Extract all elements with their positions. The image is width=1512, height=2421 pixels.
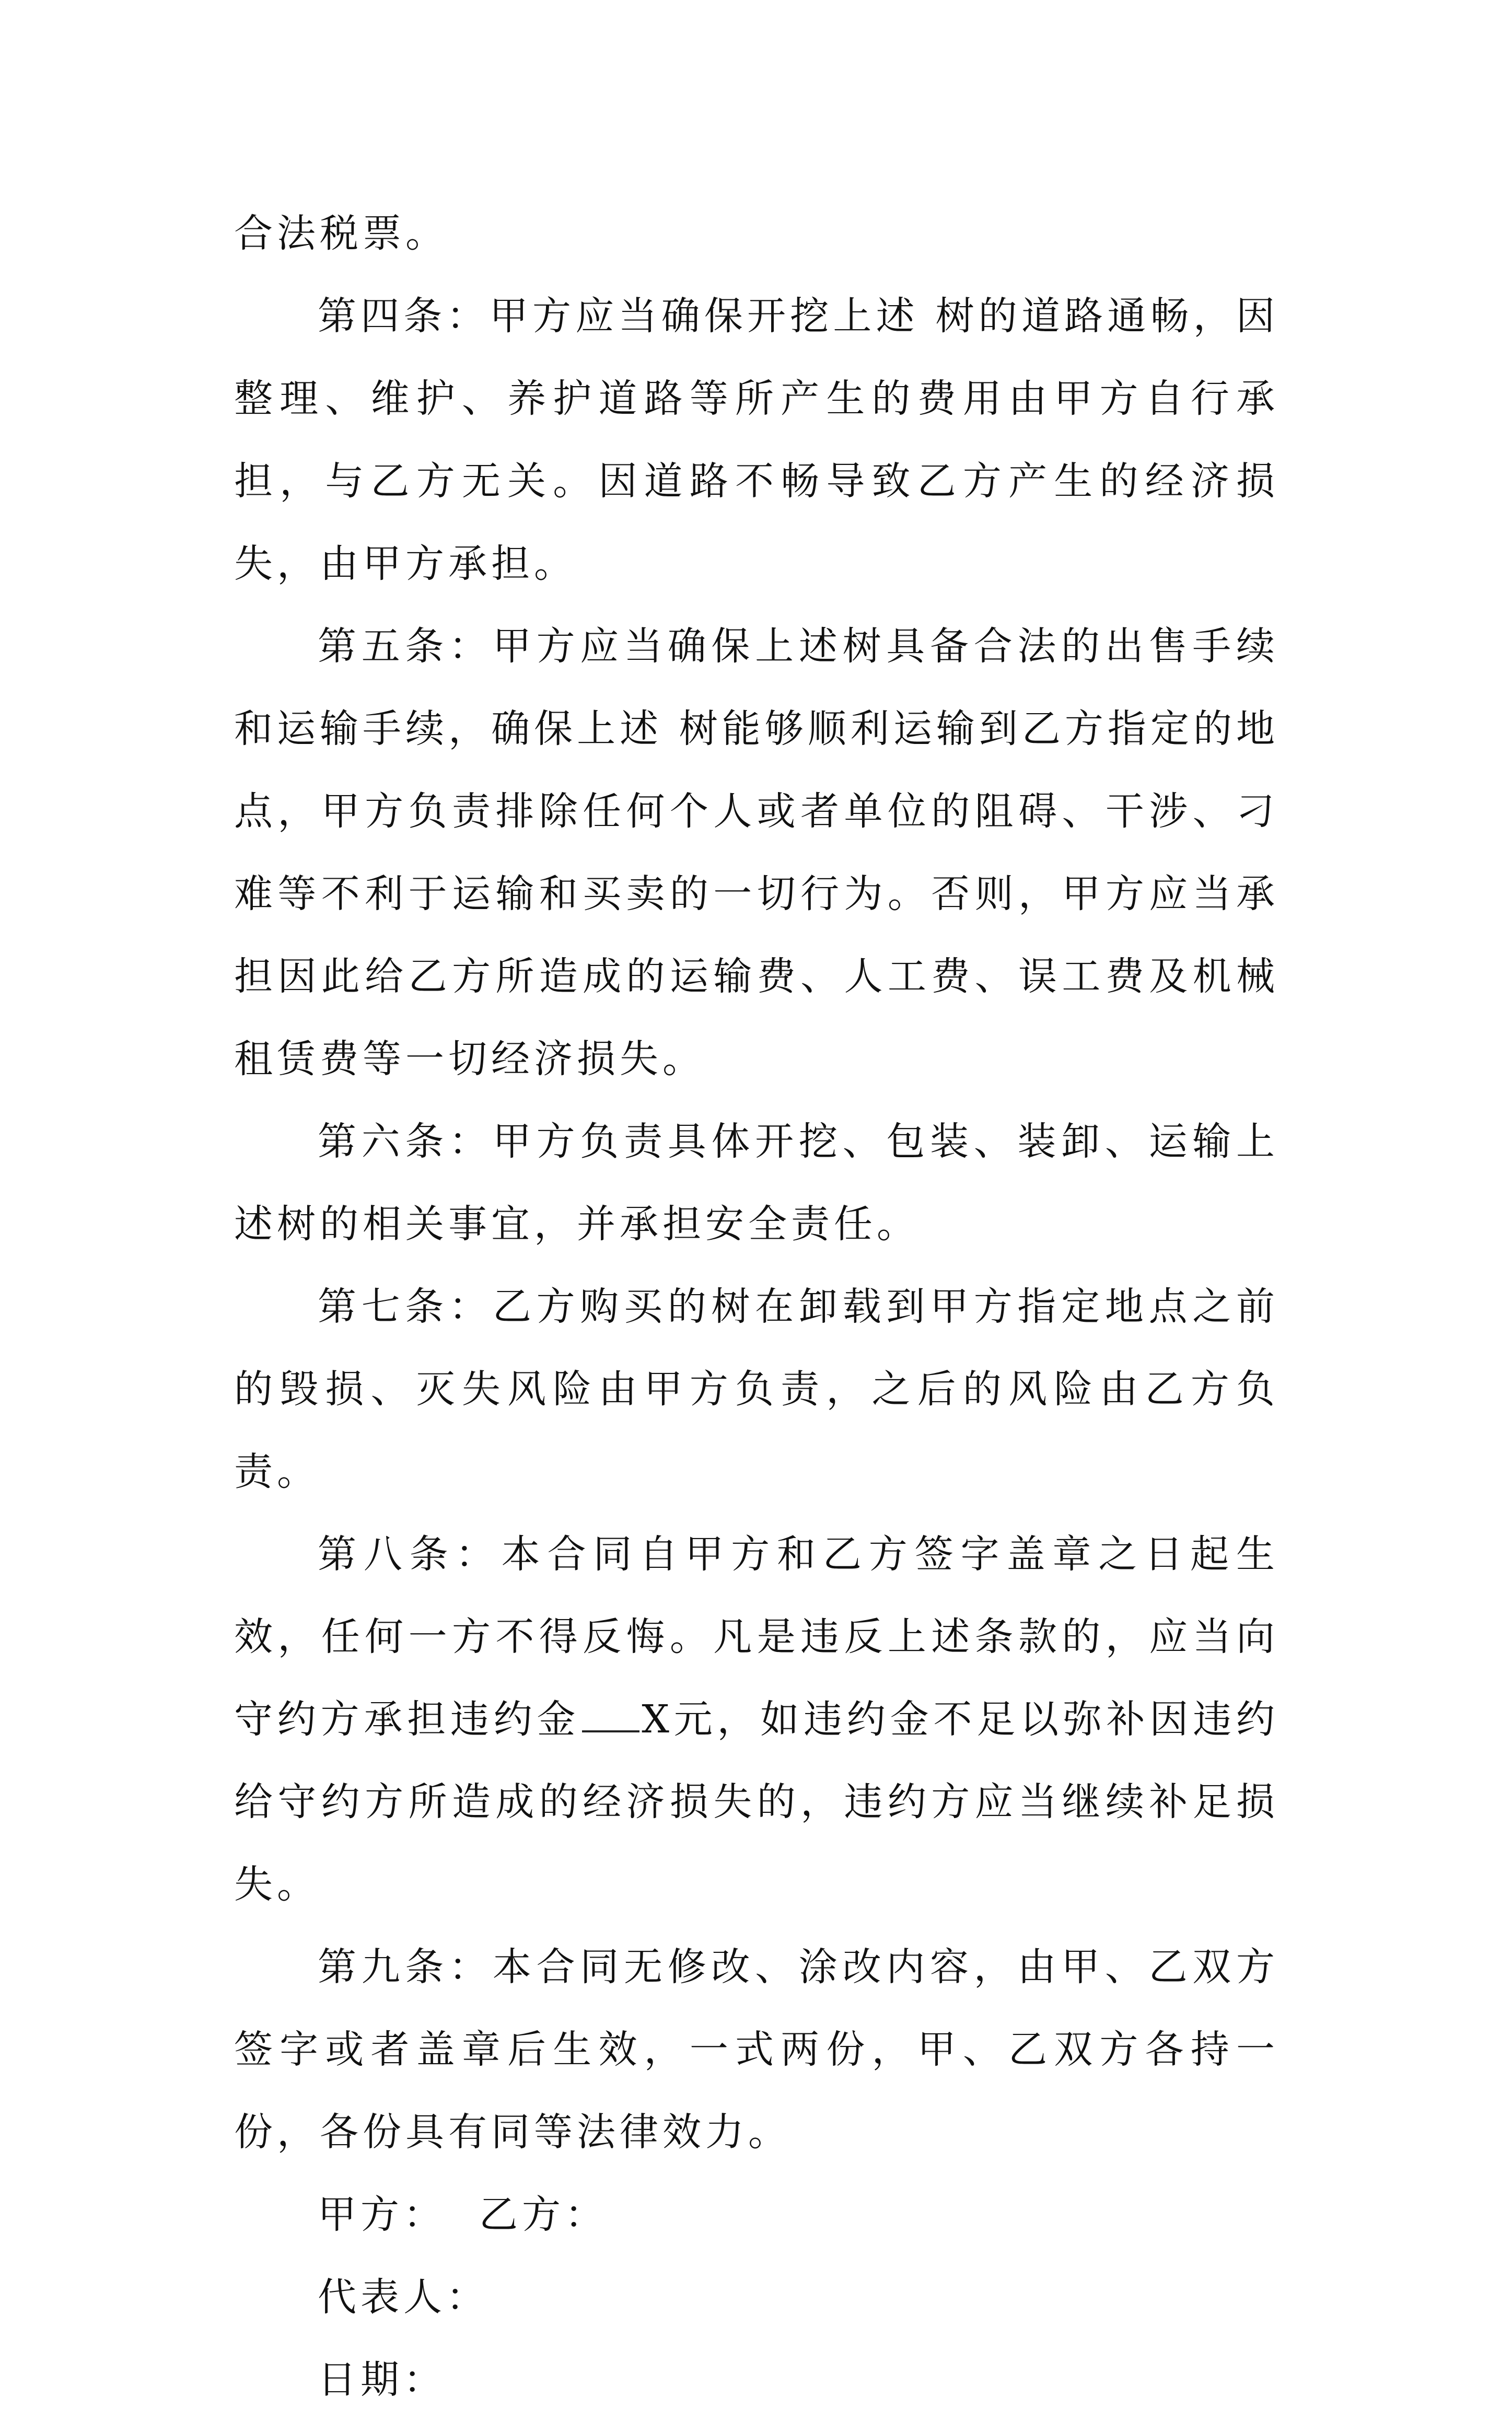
article-8-after-blank: 元，如违约金不足以弥补因违约给守约方所造成的经济损失的，违约方应当继续补足损失。 — [234, 1697, 1279, 1907]
article-6: 第六条：甲方负责具体开挖、包装、装卸、运输上述树的相关事宜，并承担安全责任。 — [234, 1119, 1279, 1247]
date-label: 日期： — [318, 2357, 446, 2402]
date-line — [234, 2338, 1279, 2421]
article-5: 第五条：甲方应当确保上述树具备合法的出售手续和运输手续，确保上述 树能够顺利运输到乙方指定的地点，甲方负责排除任何个人或者单位的阻碍、干涉、刁难等不利于运输和买卖的一切行为。否则，甲方应当承担因此给乙方所造成的运输费、人工费、误工费及机械租赁费等一切经济损失。 — [234, 624, 1279, 1081]
article-8-before-blank: 第八条：本合同自甲方和乙方签字盖章之日起生效，任何一方不得反悔。凡是违反上述条款的，应当向守约方承担违约金 — [234, 1532, 1279, 1742]
continuation-text: 合法税票。 — [234, 211, 448, 256]
document-body — [234, 192, 1279, 2421]
article-9: 第九条：本合同无修改、涂改内容，由甲、乙双方签字或者盖章后生效，一式两份，甲、乙双方各持一份，各份具有同等法律效力。 — [234, 1945, 1279, 2155]
signature-parties — [234, 2173, 1279, 2256]
penalty-blank-line — [582, 1699, 639, 1732]
article-7: 第七条：乙方购买的树在卸载到甲方指定地点之前的毁损、灭失风险由甲方负责，之后的风险由乙方负责。 — [234, 1284, 1279, 1494]
representative-line — [234, 2256, 1279, 2338]
penalty-amount: X — [642, 1697, 673, 1742]
article-4: 第四条：甲方应当确保开挖上述 树的道路通畅，因整理、维护、养护道路等所产生的费用由甲方自行承担，与乙方无关。因道路不畅导致乙方产生的经济损失，由甲方承担。 — [234, 294, 1279, 586]
party-b-label: 乙方： — [479, 2192, 608, 2237]
article-8 — [234, 1513, 1279, 1926]
party-a-label: 甲方： — [318, 2192, 446, 2237]
representative-label: 代表人： — [318, 2275, 489, 2320]
